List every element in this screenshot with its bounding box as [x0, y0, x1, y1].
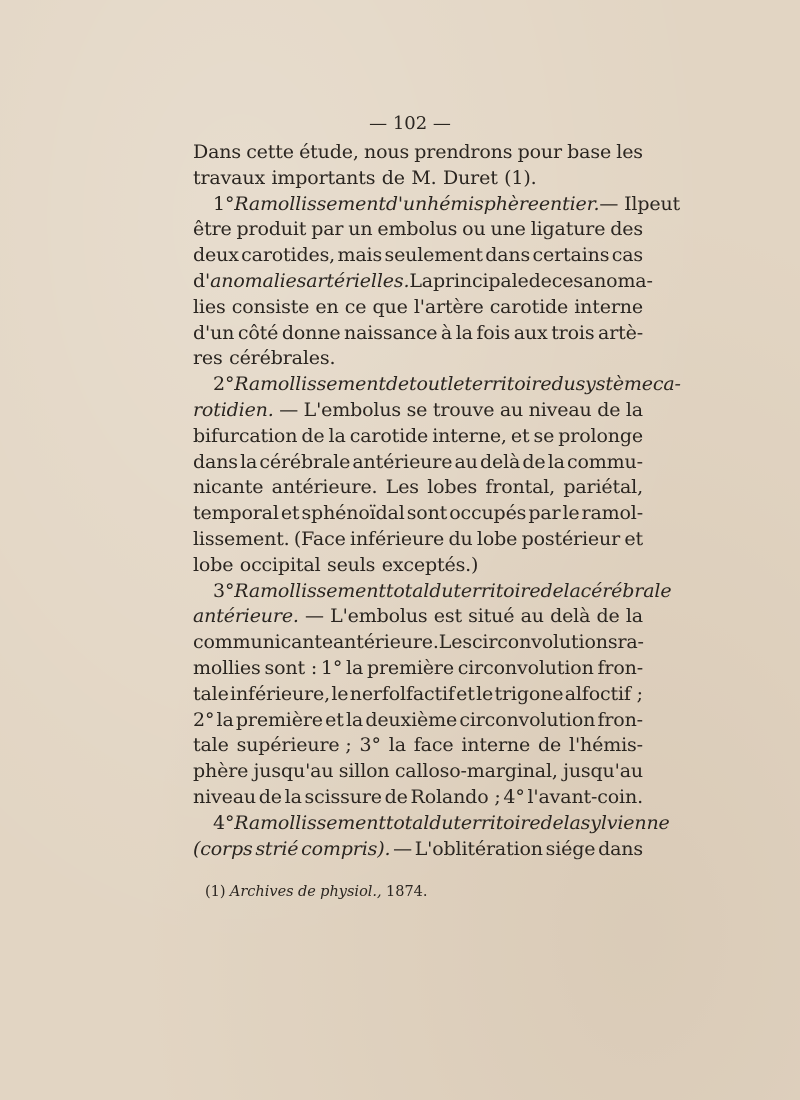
word: côté: [237, 321, 279, 344]
word: la: [346, 656, 364, 679]
word: du: [551, 373, 576, 396]
word: ramol-: [581, 502, 643, 525]
word: produit: [236, 218, 307, 241]
word: Rolando ;: [410, 785, 501, 808]
word: face: [413, 734, 454, 757]
word: jusqu'au: [253, 760, 334, 783]
word: au: [520, 605, 544, 628]
word: nicante: [193, 476, 264, 499]
word: sillon: [338, 760, 390, 783]
text-line: [193, 579, 672, 605]
word: le: [562, 502, 580, 525]
word: entier.: [538, 192, 600, 215]
word: territoire: [464, 373, 552, 396]
text-line: [193, 785, 643, 811]
word: d'un: [385, 192, 428, 215]
word: jusqu'au: [563, 760, 643, 783]
word: inférieure: [350, 527, 445, 550]
word: occipital: [239, 553, 321, 576]
word: fois: [476, 321, 511, 344]
word: la: [625, 605, 643, 628]
word: siége: [545, 837, 596, 860]
word: par: [528, 502, 561, 525]
word: territoire: [453, 579, 541, 602]
text-line: [193, 166, 643, 192]
word: étude,: [299, 141, 359, 163]
word: et: [280, 502, 300, 525]
word: Ramollissement: [234, 192, 386, 215]
word: ces: [551, 269, 583, 292]
word: total: [385, 579, 430, 602]
text-line: [193, 398, 643, 424]
word: seulement: [384, 244, 483, 267]
word: supérieure ;: [236, 734, 352, 757]
word: se: [406, 398, 428, 421]
word: delà: [550, 605, 591, 628]
word: le: [447, 373, 465, 396]
word: de: [597, 398, 621, 421]
word: ra-: [617, 631, 644, 654]
text-line: [193, 630, 643, 656]
word: de: [258, 785, 282, 808]
word: d': [193, 269, 211, 292]
footnote: [205, 884, 428, 900]
word: sphénoïdal: [301, 502, 405, 525]
word: antérieure.: [271, 476, 378, 499]
word: cérébrale: [259, 450, 351, 473]
word: 1°: [320, 656, 343, 679]
word: naissance: [344, 321, 438, 344]
word: l'artère: [413, 295, 484, 318]
word: scissure: [304, 785, 382, 808]
word: le: [476, 682, 494, 705]
word: aux: [513, 321, 548, 344]
word: inférieure,: [230, 682, 330, 705]
word: cérébrales.: [229, 347, 336, 370]
word: un: [348, 218, 373, 241]
word: calloso-marginal,: [394, 760, 558, 783]
word: niveau: [193, 785, 256, 808]
word: antérieure.: [332, 631, 439, 654]
text-line: [193, 656, 643, 682]
word: L'embolus: [303, 398, 402, 421]
text-line: [193, 759, 643, 785]
word: 4°: [503, 785, 525, 808]
word: Ramollissement: [234, 373, 386, 396]
word: carotides,: [241, 244, 336, 267]
word: d'un: [193, 321, 235, 344]
text-line: [193, 372, 681, 398]
word: et: [624, 527, 643, 550]
word: la: [563, 811, 581, 834]
word: en: [315, 295, 339, 318]
word: du: [429, 579, 454, 602]
word: (1).: [504, 166, 537, 189]
word: à: [440, 321, 453, 344]
word: 2°: [193, 708, 215, 731]
word: carotide: [349, 424, 429, 447]
word: carotide: [489, 295, 569, 318]
word: strié: [255, 837, 299, 860]
word: interne: [574, 295, 643, 318]
word: 3°: [213, 579, 235, 602]
text-line: [193, 217, 643, 243]
word: compris).: [301, 837, 391, 860]
word: donne: [281, 321, 341, 344]
word: Les: [438, 631, 472, 654]
word: res: [193, 347, 223, 370]
word: des: [610, 218, 643, 241]
word: lissement.: [193, 527, 290, 550]
page-number: — 102 —: [369, 113, 451, 134]
word: du: [429, 811, 454, 834]
word: tale: [193, 734, 229, 757]
word: les: [616, 141, 643, 163]
word: de: [381, 166, 405, 189]
word: circonvolutions: [471, 631, 618, 654]
word: temporal: [193, 502, 279, 525]
word: trois: [551, 321, 595, 344]
word: seuls: [326, 553, 376, 576]
word: tale: [193, 682, 229, 705]
word: rotidien.: [193, 398, 274, 421]
word: cérébrale: [580, 579, 672, 602]
word: base: [567, 141, 612, 163]
word: du: [448, 527, 473, 550]
word: Ramollissement: [234, 579, 386, 602]
word: 2°: [213, 373, 235, 396]
text-line: [193, 450, 643, 476]
word: l'hémis-: [569, 734, 643, 757]
word: niveau: [528, 398, 592, 421]
word: 4°: [213, 811, 235, 834]
word: Ramollissement: [234, 811, 386, 834]
word: est: [433, 605, 462, 628]
word: (corps: [193, 837, 253, 860]
word: antérieure.: [193, 605, 299, 628]
word: postérieur: [521, 527, 621, 550]
word: Duret: [443, 166, 498, 189]
footnote-word: 1874.: [386, 884, 428, 900]
word: alfoctif ;: [564, 682, 643, 705]
word: de: [301, 424, 325, 447]
text-line: [193, 527, 643, 553]
word: deuxième: [365, 708, 458, 731]
word: frontal,: [485, 476, 556, 499]
word: première: [235, 708, 323, 731]
text-line: [193, 140, 643, 166]
text-line: [193, 295, 643, 321]
word: que: [372, 295, 408, 318]
word: de: [540, 579, 564, 602]
word: artè-: [598, 321, 643, 344]
word: situé: [468, 605, 515, 628]
word: embolus: [377, 218, 458, 241]
word: la: [563, 579, 581, 602]
footnote-word: Archives: [229, 884, 294, 900]
text-line: [193, 708, 643, 734]
word: communicante: [193, 631, 333, 654]
word: ca-: [652, 373, 681, 396]
word: exceptés.): [381, 553, 479, 576]
word: Les: [385, 476, 419, 499]
word: peut: [637, 192, 681, 215]
word: la: [240, 450, 258, 473]
word: être: [193, 218, 232, 241]
word: mais: [337, 244, 383, 267]
text-line: [193, 475, 643, 501]
word: trigone: [494, 682, 564, 705]
word: cas: [611, 244, 643, 267]
word: antérieure: [352, 450, 453, 473]
word: —: [305, 605, 324, 628]
body-text: [193, 140, 681, 862]
word: nous: [363, 141, 410, 163]
word: la: [388, 734, 406, 757]
word: ce: [344, 295, 367, 318]
text-line: [193, 837, 643, 863]
word: interne,: [432, 424, 507, 447]
word: La: [409, 269, 433, 292]
word: ou: [462, 218, 486, 241]
word: système: [575, 373, 653, 396]
word: artérielles.: [306, 269, 410, 292]
word: dans: [193, 450, 238, 473]
word: au: [454, 450, 478, 473]
text-line: [193, 424, 643, 450]
word: lobes: [427, 476, 478, 499]
word: trouve: [432, 398, 495, 421]
word: le: [331, 682, 349, 705]
text-line: [193, 604, 643, 630]
word: circonvolution: [457, 656, 594, 679]
word: une: [490, 218, 526, 241]
footnote-word: physiol.,: [320, 884, 382, 900]
word: consiste: [231, 295, 310, 318]
word: certains: [532, 244, 610, 267]
word: L'oblitération: [414, 837, 543, 860]
word: par: [311, 218, 344, 241]
word: phère: [193, 760, 249, 783]
word: interne: [461, 734, 531, 757]
word: fron-: [597, 656, 643, 679]
word: prolonge: [558, 424, 643, 447]
word: tout: [408, 373, 448, 396]
text-line: [193, 811, 670, 837]
word: et: [456, 682, 475, 705]
word: sont :: [264, 656, 318, 679]
word: travaux: [193, 166, 266, 189]
word: de: [385, 373, 409, 396]
word: de: [522, 450, 546, 473]
word: lobe: [193, 553, 234, 576]
word: territoire: [453, 811, 541, 834]
word: la: [216, 708, 234, 731]
word: deux: [193, 244, 239, 267]
word: de: [540, 811, 564, 834]
text-line: [193, 321, 643, 347]
word: de: [596, 605, 620, 628]
word: première: [366, 656, 454, 679]
text-line: [193, 269, 653, 295]
word: la: [328, 424, 346, 447]
word: de: [538, 734, 562, 757]
word: pour: [517, 141, 562, 163]
word: importants: [271, 166, 376, 189]
word: 3°: [359, 734, 381, 757]
word: dans: [598, 837, 643, 860]
word: nerfolfactif: [349, 682, 455, 705]
word: au: [499, 398, 524, 421]
text-line: [193, 346, 643, 372]
word: total: [385, 811, 430, 834]
text-line: [193, 733, 643, 759]
word: sont: [406, 502, 448, 525]
text-line: [193, 501, 643, 527]
word: mollies: [193, 656, 261, 679]
word: de: [384, 785, 408, 808]
word: la: [345, 708, 364, 731]
word: anoma-: [582, 269, 653, 292]
word: hémisphère: [427, 192, 539, 215]
word: — Il: [599, 192, 638, 215]
word: la: [284, 785, 302, 808]
word: 1°: [213, 192, 235, 215]
word: et: [325, 708, 344, 731]
word: —: [393, 837, 412, 860]
word: bifurcation: [193, 424, 298, 447]
word: et: [510, 424, 530, 447]
word: delà: [479, 450, 521, 473]
word: l'avant-coin.: [527, 785, 643, 808]
word: lobe: [476, 527, 518, 550]
word: sylvienne: [580, 811, 670, 834]
word: L'embolus: [330, 605, 428, 628]
word: la: [625, 398, 643, 421]
text-line: [193, 192, 681, 218]
word: fron-: [597, 708, 643, 731]
word: —: [279, 398, 299, 421]
word: circonvolution: [459, 708, 596, 731]
word: principale: [433, 269, 529, 292]
word: de: [528, 269, 552, 292]
word: dans: [485, 244, 531, 267]
word: M.: [411, 166, 437, 189]
footnote-word: de: [297, 884, 316, 900]
word: cette: [246, 141, 294, 163]
word: occupés: [449, 502, 527, 525]
word: (Face: [293, 527, 346, 550]
word: se: [533, 424, 555, 447]
word: pariétal,: [563, 476, 643, 499]
word: anomalies: [210, 269, 307, 292]
word: commu-: [567, 450, 643, 473]
text-line: [193, 682, 643, 708]
word: Dans: [193, 141, 241, 163]
text-line: [193, 553, 643, 579]
word: lies: [193, 295, 226, 318]
text-line: [193, 243, 643, 269]
word: ligature: [530, 218, 606, 241]
word: prendrons: [414, 141, 513, 163]
word: la: [547, 450, 565, 473]
footnote-word: (1): [205, 884, 226, 900]
word: la: [455, 321, 473, 344]
